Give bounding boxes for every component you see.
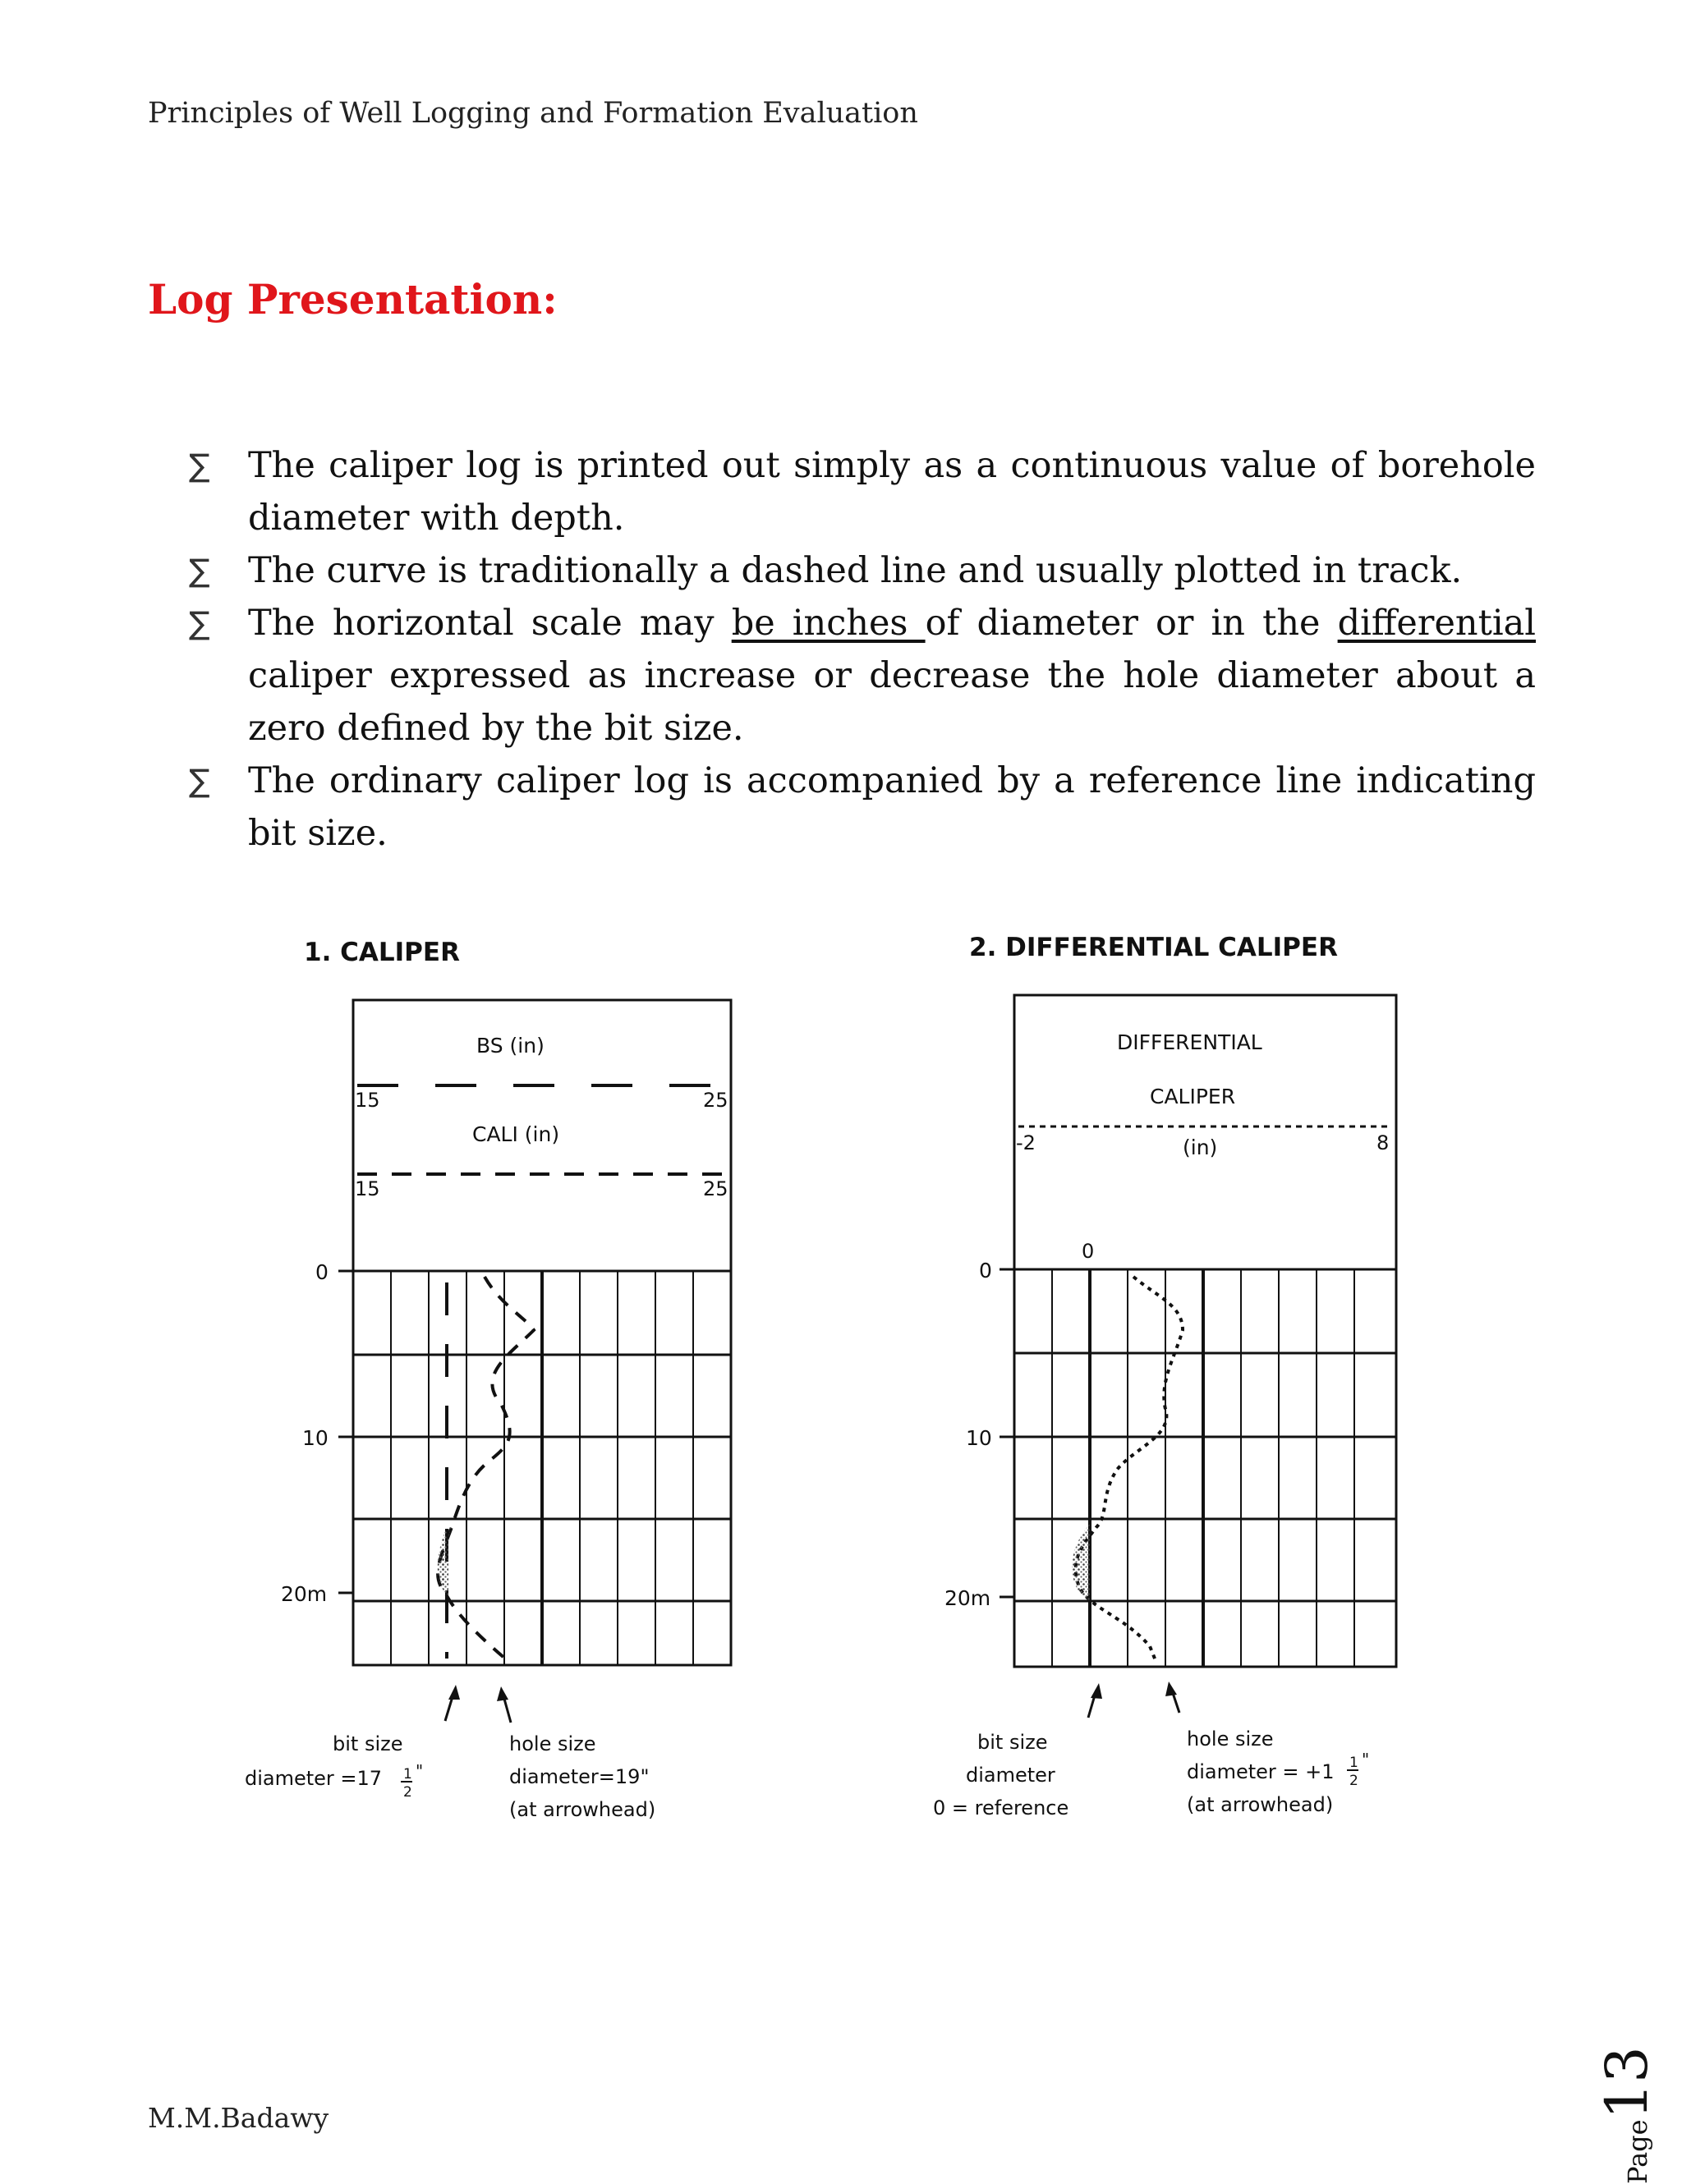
fraction-numerator: 1 <box>1349 1755 1358 1771</box>
hole-size-caption: (at arrowhead) <box>1187 1793 1334 1816</box>
hole-size-caption: hole size <box>509 1732 596 1755</box>
depth-label: 20m <box>281 1582 328 1606</box>
page-number-box <box>1593 2020 1659 2184</box>
bit-size-caption: bit size <box>977 1731 1048 1754</box>
page-number: 13 <box>1593 2046 1661 2120</box>
bullet-text: The curve is traditionally a dashed line and usually plotted in track. <box>248 550 1463 591</box>
arrowhead-icon <box>448 1685 460 1700</box>
differential-scale-min: -2 <box>1016 1131 1036 1154</box>
fraction-denominator: 2 <box>1349 1773 1358 1789</box>
differential-grid <box>1014 1269 1396 1667</box>
inch-mark: " <box>416 1761 424 1781</box>
bullet-item <box>189 439 1536 544</box>
sigma-bullet-icon: ∑ <box>189 763 210 799</box>
bit-size-caption: diameter =17 <box>245 1767 383 1790</box>
zero-reference-mark: 0 <box>1082 1240 1095 1263</box>
bit-size-caption: 0 = reference <box>933 1796 1069 1819</box>
bullet-item <box>189 544 1536 597</box>
differential-scale-max: 8 <box>1376 1131 1390 1154</box>
differential-label: CALIPER <box>1150 1085 1236 1108</box>
differential-caliper-title: 2. DIFFERENTIAL CALIPER <box>969 933 1338 962</box>
differential-caliper-panel <box>933 933 1396 1819</box>
depth-label: 10 <box>302 1426 329 1450</box>
bs-label: BS (in) <box>476 1034 545 1058</box>
sigma-bullet-icon: ∑ <box>189 605 210 641</box>
cali-scale-max: 25 <box>703 1177 728 1200</box>
bullet-text: The caliper log is printed out simply as a continuous value of borehole diameter with depth. <box>248 445 1536 539</box>
hole-size-caption: diameter=19" <box>509 1765 650 1788</box>
arrowhead-icon <box>1165 1682 1177 1696</box>
bullet-item <box>189 755 1536 860</box>
depth-label: 0 <box>315 1260 329 1284</box>
hole-size-caption: hole size <box>1187 1727 1274 1750</box>
fraction-denominator: 2 <box>403 1784 412 1801</box>
fraction-numerator: 1 <box>403 1766 412 1783</box>
page-label: Page <box>1622 2119 1653 2184</box>
depth-label: 0 <box>979 1259 992 1282</box>
bullet-text: The ordinary caliper log is accompanied by a reference line indicating bit size. <box>248 760 1536 854</box>
section-heading: Log Presentation: <box>148 275 558 323</box>
caliper-panel <box>245 938 731 1821</box>
inch-mark: " <box>1362 1750 1370 1769</box>
washout-shading <box>1072 1524 1090 1601</box>
depth-label: 20m <box>944 1586 991 1610</box>
bullet-list <box>189 439 1536 860</box>
cali-scale-min: 15 <box>355 1177 380 1200</box>
differential-label: DIFFERENTIAL <box>1117 1030 1262 1054</box>
underlined-text: be inches <box>731 603 926 644</box>
bullet-text: The horizontal scale may <box>248 603 732 644</box>
author-footer: M.M.Badawy <box>148 2102 329 2134</box>
bullet-text: caliper expressed as increase or decrease the hole diameter about a zero defined by the bit size. <box>248 655 1536 749</box>
caliper-title: 1. CALIPER <box>304 938 460 967</box>
arrowhead-icon <box>1091 1683 1102 1699</box>
bs-scale-max: 25 <box>703 1089 728 1112</box>
sigma-bullet-icon: ∑ <box>189 447 210 484</box>
depth-label: 10 <box>966 1426 992 1450</box>
running-header: Principles of Well Logging and Formation Evaluation <box>148 97 918 130</box>
hole-size-caption: diameter = +1 <box>1187 1760 1335 1783</box>
caliper-log-diagram <box>230 903 1429 1856</box>
differential-label: (in) <box>1183 1136 1218 1159</box>
bit-size-caption: bit size <box>333 1732 403 1755</box>
hole-size-caption: (at arrowhead) <box>509 1798 656 1821</box>
bullet-item <box>189 597 1536 755</box>
underlined-text: differential <box>1337 603 1537 644</box>
sigma-bullet-icon: ∑ <box>189 553 210 589</box>
arrowhead-icon <box>497 1686 508 1701</box>
caliper-grid <box>353 1271 731 1665</box>
bit-size-caption: diameter <box>966 1764 1055 1787</box>
cali-label: CALI (in) <box>472 1122 560 1146</box>
caliper-log-figure <box>230 903 1429 1856</box>
bs-scale-min: 15 <box>355 1089 380 1112</box>
bullet-text: of diameter or in the <box>925 603 1338 644</box>
page-number-rotated <box>1593 2020 1659 2184</box>
differential-caliper-curve <box>1076 1277 1183 1663</box>
